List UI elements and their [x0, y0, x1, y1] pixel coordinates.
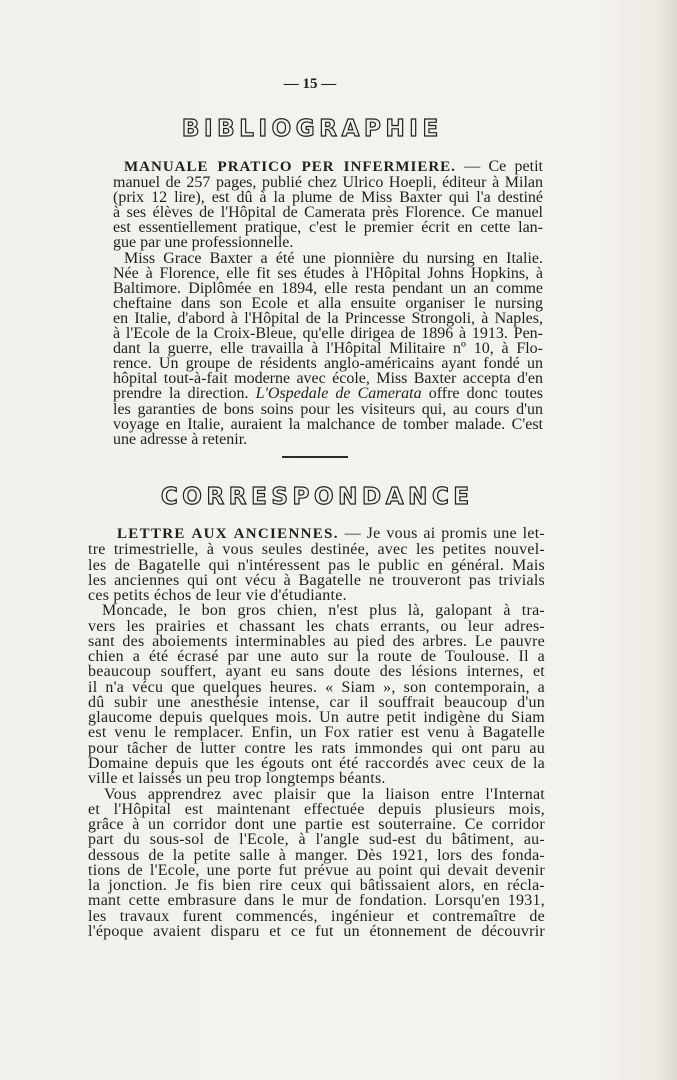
section-heading-bibliographie: BIBLIOGRAPHIE [181, 116, 443, 142]
paragraph [88, 526, 545, 603]
text-line: Domaine depuis que les égouts ont été raccordés avec ceux de la [88, 754, 545, 772]
section-heading-correspondance: CORRESPONDANCE [160, 484, 474, 510]
text-line [113, 159, 543, 175]
section-divider [282, 456, 348, 458]
text-line: l'époque avaient disparu et ce fut un étonnement de découvrir [88, 922, 545, 940]
text-line: est venu le remplacer. Enfin, un Fox ratier est venu à Bagatelle [88, 724, 545, 742]
text-line: ces petits échos de leur vie d'étudiante. [88, 587, 347, 605]
text-line: cheftaine dans son Ecole et alla ensuite organiser le nursing [113, 294, 543, 312]
text-line: dessous de la petite salle à manger. Dès 1921, lors des fonda- [88, 846, 545, 864]
text-line: (prix 12 lire), est dû à la plume de Miss Baxter qui l'a destiné [113, 189, 543, 207]
text-line: mant cette embrasure dans le mur de fondation. Lorsqu'en 1931, [88, 892, 545, 910]
text-line: Miss Grace Baxter a été une pionnière du nursing en Italie. [124, 249, 543, 267]
paragraph [88, 787, 545, 940]
text-line: en Italie, d'abord à l'Hôpital de la Princesse Strongoli, à Naples, [113, 309, 543, 327]
text-line: chien a été écrasé par une auto sur la route de Toulouse. Il a [88, 648, 545, 666]
text-line: Baltimore. Diplômée en 1894, elle resta pendant un an comme [113, 279, 543, 297]
run-in-title: MANUALE PRATICO PER INFERMIERE. [124, 159, 456, 175]
paragraph [113, 251, 543, 447]
text-line: à l'Ecole de la Croix-Bleue, qu'elle dirigea de 1896 à 1913. Pen- [113, 325, 543, 343]
text-line: hôpital tout-à-fait moderne avec école, Miss Baxter accepta d'en [113, 370, 543, 388]
italic-title: L'Ospedale de Camerata [255, 385, 422, 403]
text-line [88, 526, 545, 542]
text-run: offre donc toutes [421, 385, 544, 403]
text-line: tions de l'Ecole, une porte fut prévue au point qui devait devenir [88, 861, 545, 879]
text-line: pour tâcher de lutter contre les rats immondes qui ont paru au [88, 739, 545, 757]
text-line [113, 386, 543, 401]
text-line: Vous apprendrez avec plaisir que la liaison entre l'Internat [104, 785, 545, 803]
text-run: prendre la direction. [113, 385, 256, 403]
text-line: Moncade, le bon gros chien, n'est plus là, galopant à tra- [102, 602, 545, 620]
text-line: beaucoup souffert, ayant eu sans doute des lésions internes, et [88, 663, 545, 681]
text-line: vers les prairies et chassant les chats errants, ou leur adres- [88, 617, 545, 635]
text-line: il n'a vécu que quelques heures. « Siam », son contemporain, a [88, 678, 545, 696]
text-run: — Je vous ai promis une let- [338, 525, 546, 542]
text-line: tre trimestrielle, à vous seules destinée, avec les petites nouvel- [88, 541, 545, 559]
section-body-bibliographie [113, 159, 543, 447]
text-line: rence. Un groupe de résidents anglo-américains ayant fondé un [113, 355, 543, 373]
text-line: Née à Florence, elle fit ses études à l'Hôpital Johns Hopkins, à [113, 264, 543, 282]
paragraph [88, 603, 545, 786]
paragraph [113, 159, 543, 251]
text-line: est essentiellement pratique, c'est le premier écrit en cette lan- [113, 219, 543, 237]
text-line: manuel de 257 pages, publié chez Ulrico Hoepli, éditeur à Milan [113, 174, 543, 192]
text-line: dant la guerre, elle travailla à l'Hôpital Militaire nº 10, à Flo- [113, 340, 543, 358]
text-line: les travaux furent commencés, ingénieur et contremaître de [88, 907, 545, 925]
text-line: à ses élèves de l'Hôpital de Camerata près Florence. Ce manuel [113, 204, 543, 222]
text-line: et l'Hôpital est maintenant effectuée depuis plusieurs mois, [88, 800, 545, 818]
text-line: gue par une professionnelle. [113, 234, 294, 252]
text-run: — Ce petit [455, 158, 543, 175]
text-line: glaucome depuis quelques mois. Un autre petit indigène du Siam [88, 709, 545, 727]
text-line: part du sous-sol de l'Ecole, à l'angle sud-est du bâtiment, au- [88, 831, 545, 849]
text-line: les anciennes qui ont vécu à Bagatelle ne trouveront pas trivials [88, 571, 545, 589]
page-number: — 15 — [283, 76, 337, 92]
text-line: les de Bagatelle qui n'intéressent pas le public en général. Mais [88, 556, 545, 574]
run-in-title: LETTRE AUX ANCIENNES. [117, 526, 339, 542]
text-line: sant des aboiements interminables au pied des arbres. Le pauvre [88, 632, 545, 650]
text-line: dû subir une anesthésie intense, car il souffrait beaucoup d'un [88, 693, 545, 711]
text-line: les garanties de bons soins pour les visiteurs qui, au cours d'un [113, 400, 543, 418]
section-body-correspondance [88, 526, 545, 939]
text-line: ville et laissés un peu trop longtemps béants. [88, 770, 386, 788]
text-line: une adresse à retenir. [113, 430, 248, 448]
text-line: voyage en Italie, auraient la malchance de tomber malade. C'est [113, 415, 543, 433]
text-line: la jonction. Je fis bien rire ceux qui bâtissaient alors, en récla- [88, 877, 545, 895]
text-line: grâce à un corridor dont une partie est souterraine. Ce corridor [88, 816, 545, 834]
